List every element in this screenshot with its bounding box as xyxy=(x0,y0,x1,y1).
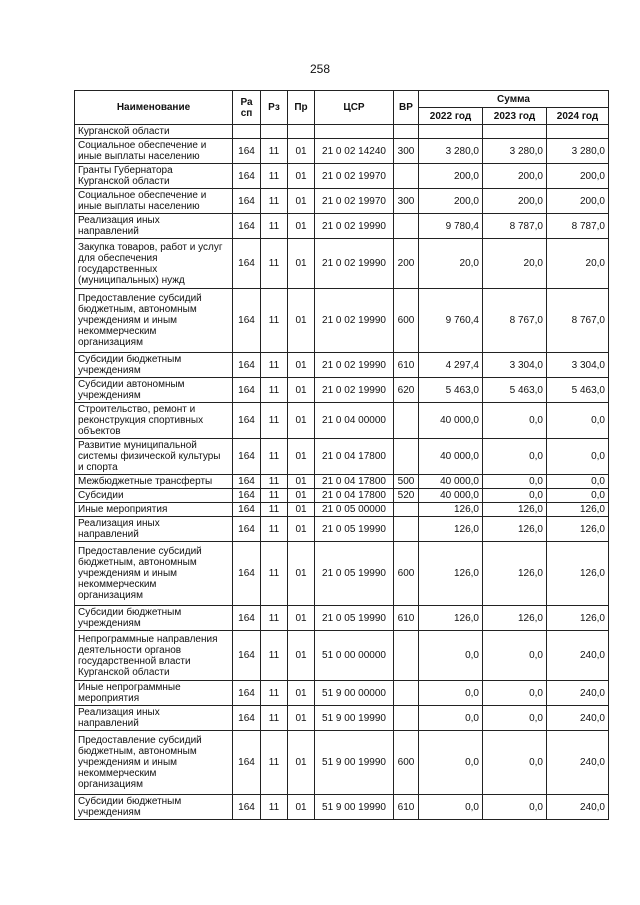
row-amount-2024: 126,0 xyxy=(547,606,609,631)
row-amount-2023: 126,0 xyxy=(483,606,547,631)
row-amount-2022: 126,0 xyxy=(419,606,483,631)
row-amount-2023: 8 787,0 xyxy=(483,214,547,239)
row-vr: 610 xyxy=(394,606,419,631)
table-row xyxy=(75,164,609,189)
row-pr: 01 xyxy=(288,795,315,820)
row-name: Иные мероприятия xyxy=(75,503,233,517)
row-amount-2024: 200,0 xyxy=(547,189,609,214)
row-csr xyxy=(315,125,394,139)
row-amount-2022: 0,0 xyxy=(419,795,483,820)
row-pr: 01 xyxy=(288,353,315,378)
row-pr: 01 xyxy=(288,542,315,606)
table-row xyxy=(75,139,609,164)
row-vr: 300 xyxy=(394,139,419,164)
row-pr: 01 xyxy=(288,731,315,795)
row-rasp: 164 xyxy=(233,289,261,353)
row-vr: 600 xyxy=(394,731,419,795)
row-name: Курганской области xyxy=(75,125,233,139)
row-name: Развитие муниципальной системы физической культуры и спорта xyxy=(75,439,233,475)
row-pr: 01 xyxy=(288,439,315,475)
row-rasp: 164 xyxy=(233,517,261,542)
row-rz: 11 xyxy=(261,439,288,475)
table-row xyxy=(75,378,609,403)
row-amount-2024: 126,0 xyxy=(547,503,609,517)
row-amount-2024: 0,0 xyxy=(547,475,609,489)
row-amount-2023: 20,0 xyxy=(483,239,547,289)
row-amount-2024: 240,0 xyxy=(547,731,609,795)
row-amount-2023: 0,0 xyxy=(483,681,547,706)
row-name: Реализация иных направлений xyxy=(75,517,233,542)
row-csr: 21 0 02 19990 xyxy=(315,289,394,353)
row-csr: 21 0 04 00000 xyxy=(315,403,394,439)
row-amount-2022: 9 760,4 xyxy=(419,289,483,353)
row-rasp: 164 xyxy=(233,681,261,706)
row-amount-2024: 0,0 xyxy=(547,403,609,439)
table-row xyxy=(75,239,609,289)
table-row xyxy=(75,706,609,731)
row-amount-2022: 0,0 xyxy=(419,681,483,706)
row-vr xyxy=(394,439,419,475)
row-pr: 01 xyxy=(288,139,315,164)
row-amount-2024: 200,0 xyxy=(547,164,609,189)
row-rasp: 164 xyxy=(233,139,261,164)
row-amount-2022: 0,0 xyxy=(419,731,483,795)
row-name: Непрограммные направления деятельности органов государственной власти Курганской области xyxy=(75,631,233,681)
row-vr xyxy=(394,706,419,731)
row-amount-2023: 0,0 xyxy=(483,403,547,439)
row-amount-2024: 8 787,0 xyxy=(547,214,609,239)
row-vr: 600 xyxy=(394,289,419,353)
row-name: Субсидии бюджетным учреждениям xyxy=(75,795,233,820)
row-csr: 51 9 00 19990 xyxy=(315,795,394,820)
row-pr: 01 xyxy=(288,403,315,439)
row-pr: 01 xyxy=(288,164,315,189)
row-pr: 01 xyxy=(288,503,315,517)
row-amount-2022: 20,0 xyxy=(419,239,483,289)
row-rz: 11 xyxy=(261,475,288,489)
row-name: Субсидии бюджетным учреждениям xyxy=(75,353,233,378)
row-pr: 01 xyxy=(288,489,315,503)
header-year-2024: 2024 год xyxy=(547,108,609,125)
row-amount-2023: 126,0 xyxy=(483,517,547,542)
row-rasp: 164 xyxy=(233,378,261,403)
row-amount-2023: 0,0 xyxy=(483,631,547,681)
table-row xyxy=(75,353,609,378)
row-csr: 51 9 00 19990 xyxy=(315,706,394,731)
row-csr: 21 0 02 14240 xyxy=(315,139,394,164)
row-amount-2023: 0,0 xyxy=(483,439,547,475)
row-amount-2022: 126,0 xyxy=(419,503,483,517)
row-amount-2023: 126,0 xyxy=(483,503,547,517)
row-amount-2023: 5 463,0 xyxy=(483,378,547,403)
row-rasp: 164 xyxy=(233,606,261,631)
row-rasp: 164 xyxy=(233,475,261,489)
row-rasp: 164 xyxy=(233,542,261,606)
row-rasp: 164 xyxy=(233,353,261,378)
row-rasp: 164 xyxy=(233,439,261,475)
row-rz: 11 xyxy=(261,289,288,353)
row-name: Социальное обеспечение и иные выплаты населению xyxy=(75,139,233,164)
header-vr: ВР xyxy=(394,91,419,125)
row-pr: 01 xyxy=(288,189,315,214)
row-amount-2023: 0,0 xyxy=(483,489,547,503)
row-vr xyxy=(394,164,419,189)
row-amount-2024: 240,0 xyxy=(547,681,609,706)
row-vr xyxy=(394,517,419,542)
row-rz: 11 xyxy=(261,403,288,439)
row-amount-2024: 126,0 xyxy=(547,517,609,542)
row-amount-2024: 0,0 xyxy=(547,489,609,503)
row-name: Предоставление субсидий бюджетным, автономным учреждениям и иным некоммерческим организациям xyxy=(75,542,233,606)
row-csr: 51 0 00 00000 xyxy=(315,631,394,681)
row-name: Реализация иных направлений xyxy=(75,214,233,239)
row-name: Субсидии xyxy=(75,489,233,503)
header-row-top xyxy=(75,91,609,108)
row-amount-2023: 0,0 xyxy=(483,731,547,795)
row-rz: 11 xyxy=(261,503,288,517)
table-row xyxy=(75,489,609,503)
row-rz: 11 xyxy=(261,681,288,706)
row-rz xyxy=(261,125,288,139)
row-pr: 01 xyxy=(288,475,315,489)
row-rasp: 164 xyxy=(233,164,261,189)
row-amount-2022: 126,0 xyxy=(419,542,483,606)
row-amount-2022: 9 780,4 xyxy=(419,214,483,239)
row-name: Предоставление субсидий бюджетным, автономным учреждениям и иным некоммерческим организациям xyxy=(75,289,233,353)
row-name: Межбюджетные трансферты xyxy=(75,475,233,489)
table-row xyxy=(75,731,609,795)
row-rasp: 164 xyxy=(233,239,261,289)
row-amount-2023: 200,0 xyxy=(483,164,547,189)
row-rz: 11 xyxy=(261,353,288,378)
row-vr xyxy=(394,681,419,706)
table-row xyxy=(75,606,609,631)
row-rz: 11 xyxy=(261,164,288,189)
row-amount-2024: 8 767,0 xyxy=(547,289,609,353)
row-name: Закупка товаров, работ и услуг для обеспечения государственных (муниципальных) нужд xyxy=(75,239,233,289)
row-amount-2023: 8 767,0 xyxy=(483,289,547,353)
header-csr: ЦСР xyxy=(315,91,394,125)
row-csr: 21 0 02 19990 xyxy=(315,214,394,239)
table-row xyxy=(75,517,609,542)
row-csr: 21 0 02 19970 xyxy=(315,164,394,189)
header-name: Наименование xyxy=(75,91,233,125)
row-pr: 01 xyxy=(288,239,315,289)
row-rasp: 164 xyxy=(233,189,261,214)
row-rz: 11 xyxy=(261,214,288,239)
row-name: Субсидии бюджетным учреждениям xyxy=(75,606,233,631)
row-rasp xyxy=(233,125,261,139)
row-rasp: 164 xyxy=(233,489,261,503)
row-rasp: 164 xyxy=(233,731,261,795)
row-csr: 21 0 04 17800 xyxy=(315,489,394,503)
row-csr: 21 0 05 19990 xyxy=(315,517,394,542)
row-csr: 51 9 00 00000 xyxy=(315,681,394,706)
row-pr: 01 xyxy=(288,631,315,681)
row-csr: 51 9 00 19990 xyxy=(315,731,394,795)
row-name: Строительство, ремонт и реконструкция спортивных объектов xyxy=(75,403,233,439)
table-row xyxy=(75,631,609,681)
row-csr: 21 0 05 19990 xyxy=(315,542,394,606)
row-amount-2023: 200,0 xyxy=(483,189,547,214)
row-vr xyxy=(394,214,419,239)
row-pr: 01 xyxy=(288,681,315,706)
row-rz: 11 xyxy=(261,542,288,606)
row-rasp: 164 xyxy=(233,403,261,439)
row-rz: 11 xyxy=(261,517,288,542)
row-name: Реализация иных направлений xyxy=(75,706,233,731)
row-vr: 500 xyxy=(394,475,419,489)
table-row xyxy=(75,189,609,214)
row-csr: 21 0 05 19990 xyxy=(315,606,394,631)
table-row xyxy=(75,681,609,706)
table-row xyxy=(75,289,609,353)
row-amount-2024: 20,0 xyxy=(547,239,609,289)
table-row xyxy=(75,439,609,475)
header-year-2023: 2023 год xyxy=(483,108,547,125)
table-row xyxy=(75,214,609,239)
table-row xyxy=(75,542,609,606)
row-csr: 21 0 04 17800 xyxy=(315,475,394,489)
row-csr: 21 0 02 19970 xyxy=(315,189,394,214)
row-amount-2024: 240,0 xyxy=(547,706,609,731)
header-year-2022: 2022 год xyxy=(419,108,483,125)
row-amount-2024: 240,0 xyxy=(547,795,609,820)
row-vr: 300 xyxy=(394,189,419,214)
row-name: Социальное обеспечение и иные выплаты населению xyxy=(75,189,233,214)
header-pr: Пр xyxy=(288,91,315,125)
row-amount-2023: 3 280,0 xyxy=(483,139,547,164)
row-pr: 01 xyxy=(288,378,315,403)
row-amount-2024: 126,0 xyxy=(547,542,609,606)
row-amount-2022: 40 000,0 xyxy=(419,403,483,439)
row-rz: 11 xyxy=(261,139,288,164)
row-rasp: 164 xyxy=(233,795,261,820)
row-amount-2023: 0,0 xyxy=(483,706,547,731)
row-vr: 600 xyxy=(394,542,419,606)
row-amount-2024: 0,0 xyxy=(547,439,609,475)
row-rz: 11 xyxy=(261,378,288,403)
row-vr: 200 xyxy=(394,239,419,289)
row-csr: 21 0 02 19990 xyxy=(315,353,394,378)
row-rz: 11 xyxy=(261,489,288,503)
row-amount-2022 xyxy=(419,125,483,139)
row-pr: 01 xyxy=(288,214,315,239)
row-rz: 11 xyxy=(261,706,288,731)
row-amount-2022: 200,0 xyxy=(419,189,483,214)
table-row xyxy=(75,503,609,517)
table-row xyxy=(75,125,609,139)
row-rz: 11 xyxy=(261,631,288,681)
row-amount-2022: 4 297,4 xyxy=(419,353,483,378)
row-pr: 01 xyxy=(288,606,315,631)
row-rasp: 164 xyxy=(233,214,261,239)
row-amount-2024 xyxy=(547,125,609,139)
row-amount-2022: 5 463,0 xyxy=(419,378,483,403)
row-rz: 11 xyxy=(261,795,288,820)
row-pr: 01 xyxy=(288,517,315,542)
page-number: 258 xyxy=(309,62,331,76)
row-csr: 21 0 02 19990 xyxy=(315,239,394,289)
table-row xyxy=(75,795,609,820)
row-amount-2023: 3 304,0 xyxy=(483,353,547,378)
row-amount-2022: 0,0 xyxy=(419,706,483,731)
row-vr: 620 xyxy=(394,378,419,403)
row-rz: 11 xyxy=(261,731,288,795)
row-amount-2022: 40 000,0 xyxy=(419,439,483,475)
row-pr xyxy=(288,125,315,139)
row-vr xyxy=(394,631,419,681)
row-vr: 610 xyxy=(394,795,419,820)
row-csr: 21 0 05 00000 xyxy=(315,503,394,517)
row-rz: 11 xyxy=(261,239,288,289)
row-rasp: 164 xyxy=(233,503,261,517)
row-pr: 01 xyxy=(288,706,315,731)
table-row xyxy=(75,403,609,439)
row-amount-2022: 3 280,0 xyxy=(419,139,483,164)
row-amount-2022: 126,0 xyxy=(419,517,483,542)
row-amount-2022: 40 000,0 xyxy=(419,489,483,503)
row-csr: 21 0 04 17800 xyxy=(315,439,394,475)
table-row xyxy=(75,475,609,489)
header-rasp: Ра сп xyxy=(233,91,261,125)
row-vr: 520 xyxy=(394,489,419,503)
row-rasp: 164 xyxy=(233,631,261,681)
row-vr xyxy=(394,503,419,517)
row-amount-2022: 40 000,0 xyxy=(419,475,483,489)
row-amount-2022: 0,0 xyxy=(419,631,483,681)
row-amount-2024: 5 463,0 xyxy=(547,378,609,403)
row-vr: 610 xyxy=(394,353,419,378)
row-amount-2024: 3 280,0 xyxy=(547,139,609,164)
header-sum: Сумма xyxy=(419,91,609,108)
row-name: Предоставление субсидий бюджетным, автономным учреждениям и иным некоммерческим организациям xyxy=(75,731,233,795)
row-amount-2024: 3 304,0 xyxy=(547,353,609,378)
row-vr xyxy=(394,125,419,139)
row-amount-2023 xyxy=(483,125,547,139)
row-rz: 11 xyxy=(261,189,288,214)
row-csr: 21 0 02 19990 xyxy=(315,378,394,403)
row-amount-2023: 0,0 xyxy=(483,475,547,489)
row-amount-2023: 126,0 xyxy=(483,542,547,606)
row-amount-2024: 240,0 xyxy=(547,631,609,681)
row-amount-2023: 0,0 xyxy=(483,795,547,820)
row-rz: 11 xyxy=(261,606,288,631)
row-name: Иные непрограммные мероприятия xyxy=(75,681,233,706)
row-rasp: 164 xyxy=(233,706,261,731)
row-name: Гранты Губернатора Курганской области xyxy=(75,164,233,189)
row-amount-2022: 200,0 xyxy=(419,164,483,189)
budget-table xyxy=(74,90,609,820)
row-vr xyxy=(394,403,419,439)
row-name: Субсидии автономным учреждениям xyxy=(75,378,233,403)
row-pr: 01 xyxy=(288,289,315,353)
header-rz: Рз xyxy=(261,91,288,125)
